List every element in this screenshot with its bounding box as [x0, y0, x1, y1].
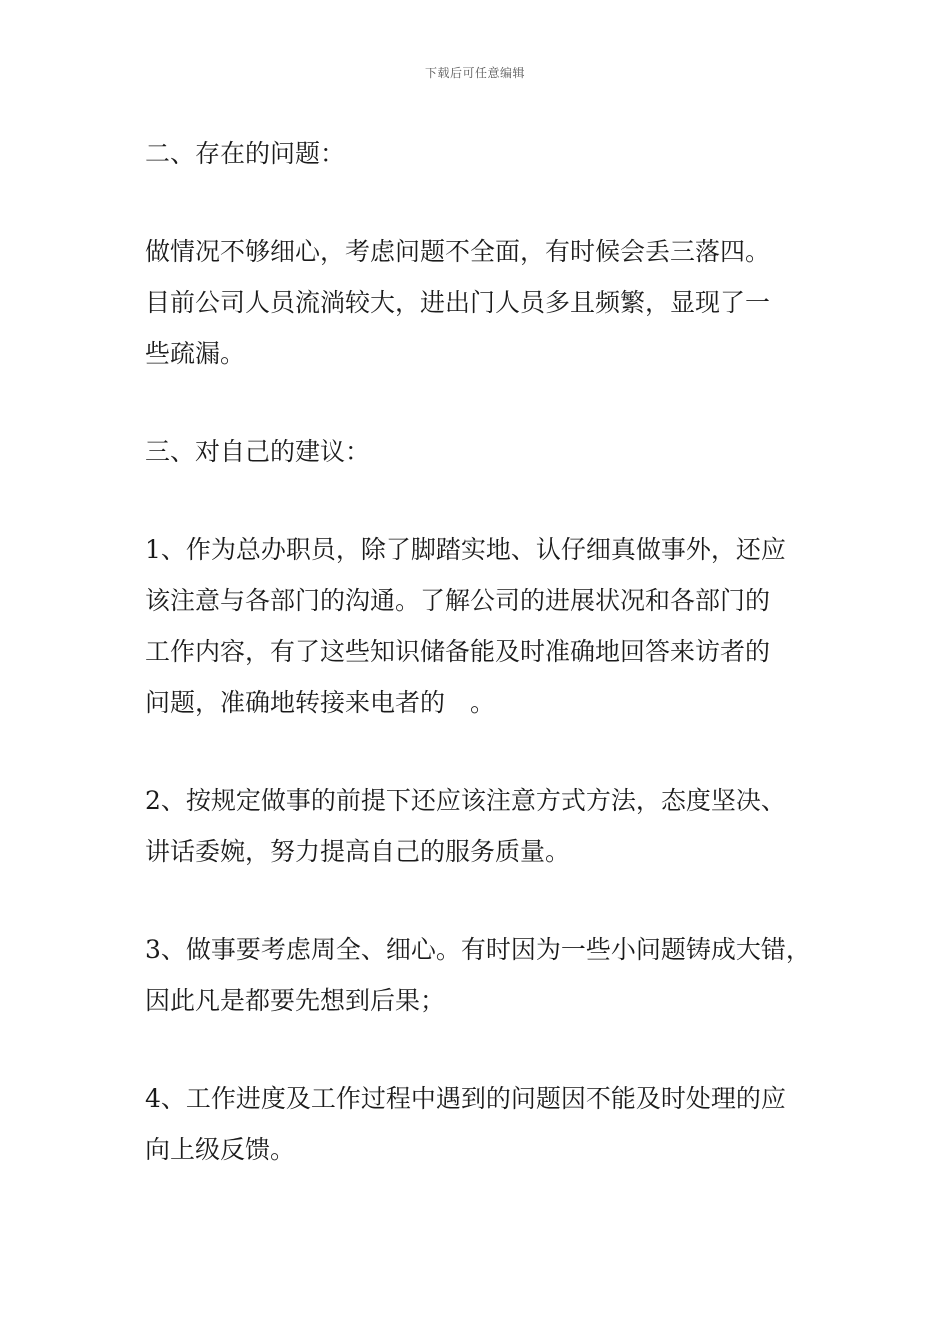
paragraph-line: 向上级反馈。: [145, 1135, 296, 1164]
paragraph-line: 目前公司人员流淌较大，进出门人员多且频繁，显现了一: [145, 288, 771, 317]
paragraph-line: 1、作为总办职员，除了脚踏实地、认仔细真做事外，还应: [145, 535, 786, 564]
paragraph-line: 因此凡是都要先想到后果；: [145, 986, 446, 1015]
suggestion-4-paragraph: [145, 1073, 815, 1175]
paragraph-line: 3、做事要考虑周全、细心。有时因为一些小问题铸成大错，: [145, 935, 811, 964]
header-note: 下载后可任意编辑: [424, 66, 525, 80]
paragraph-line: 讲话委婉，努力提高自己的服务质量。: [145, 837, 571, 866]
paragraph-line: 问题，准确地转接来电者的 。: [145, 688, 496, 717]
paragraph-line: 些疏漏。: [145, 339, 246, 368]
paragraph-line: 该注意与各部门的沟通。了解公司的进展状况和各部门的: [145, 586, 771, 615]
suggestion-3-paragraph: [145, 924, 815, 1026]
paragraph-line: 工作内容，有了这些知识储备能及时准确地回答来访者的: [145, 637, 771, 666]
section-heading-problems: 二、存在的问题：: [145, 139, 346, 168]
suggestion-2-paragraph: [145, 775, 815, 877]
paragraph-line: 做情况不够细心，考虑问题不全面，有时候会丢三落四。: [145, 237, 771, 266]
section-heading-suggestions: 三、对自己的建议：: [145, 437, 371, 466]
problems-paragraph: [145, 226, 815, 379]
suggestion-1-paragraph: [145, 524, 815, 728]
document-body: [145, 128, 815, 1175]
paragraph-line: 2、按规定做事的前提下还应该注意方式方法，态度坚决、: [145, 786, 786, 815]
paragraph-line: 4、工作进度及工作过程中遇到的问题因不能及时处理的应: [145, 1084, 786, 1113]
